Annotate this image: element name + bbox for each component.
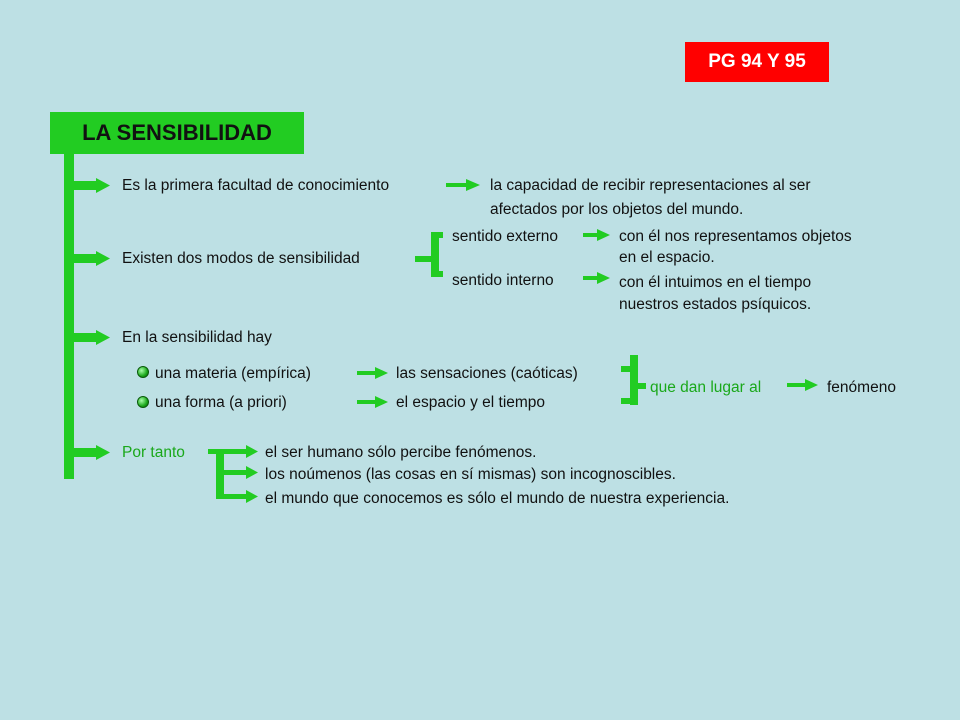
branch2-label: Existen dos modos de sensibilidad: [122, 250, 360, 267]
sentido-interno: sentido interno: [452, 272, 554, 289]
bracket-por-tanto: [208, 445, 258, 503]
por-tanto-item-2: los noúmenos (las cosas en sí mismas) son incognoscibles.: [265, 466, 676, 483]
branch4-label: Por tanto: [122, 444, 185, 461]
trunk-arrow-4: [74, 445, 110, 460]
branch3-label: En la sensibilidad hay: [122, 329, 272, 346]
branch1-desc-line1: la capacidad de recibir representaciones al ser: [490, 177, 811, 194]
externo-desc-line1: con él nos representamos objetos: [619, 228, 852, 245]
arrow-interno: [583, 272, 610, 284]
branch1-label: Es la primera facultad de conocimiento: [122, 177, 390, 194]
main-trunk-line: [64, 154, 74, 479]
interno-desc-line2: nuestros estados psíquicos.: [619, 296, 812, 313]
bullet-icon: [137, 396, 149, 408]
page-reference-badge: PG 94 Y 95: [685, 42, 829, 82]
arrow-materia: [357, 367, 388, 379]
fenomeno-label: fenómeno: [827, 379, 896, 396]
materia-label: una materia (empírica): [155, 365, 311, 382]
forma-label: una forma (a priori): [155, 394, 287, 411]
por-tanto-item-3: el mundo que conocemos es sólo el mundo de nuestra experiencia.: [265, 490, 730, 507]
arrow-forma: [357, 396, 388, 408]
conclusion-label: que dan lugar al: [650, 379, 762, 396]
materia-result: las sensaciones (caóticas): [396, 365, 578, 382]
arrow-externo: [583, 229, 610, 241]
forma-result: el espacio y el tiempo: [396, 394, 546, 411]
arrow-conocimiento: [446, 179, 480, 191]
trunk-arrow-3: [74, 330, 110, 345]
bullet-icon: [137, 366, 149, 378]
por-tanto-item-1: el ser humano sólo percibe fenómenos.: [265, 444, 537, 461]
bracket-resultados: [621, 355, 646, 405]
externo-desc-line2: en el espacio.: [619, 249, 715, 266]
arrow-fenomeno: [787, 379, 818, 391]
interno-desc-line1: con él intuimos en el tiempo: [619, 274, 812, 291]
trunk-arrow-1: [74, 178, 110, 193]
diagram-title: LA SENSIBILIDAD: [50, 112, 304, 154]
trunk-arrow-2: [74, 251, 110, 266]
sentido-externo: sentido externo: [452, 228, 558, 245]
bracket-sentidos: [415, 232, 443, 277]
branch1-desc-line2: afectados por los objetos del mundo.: [490, 201, 744, 218]
